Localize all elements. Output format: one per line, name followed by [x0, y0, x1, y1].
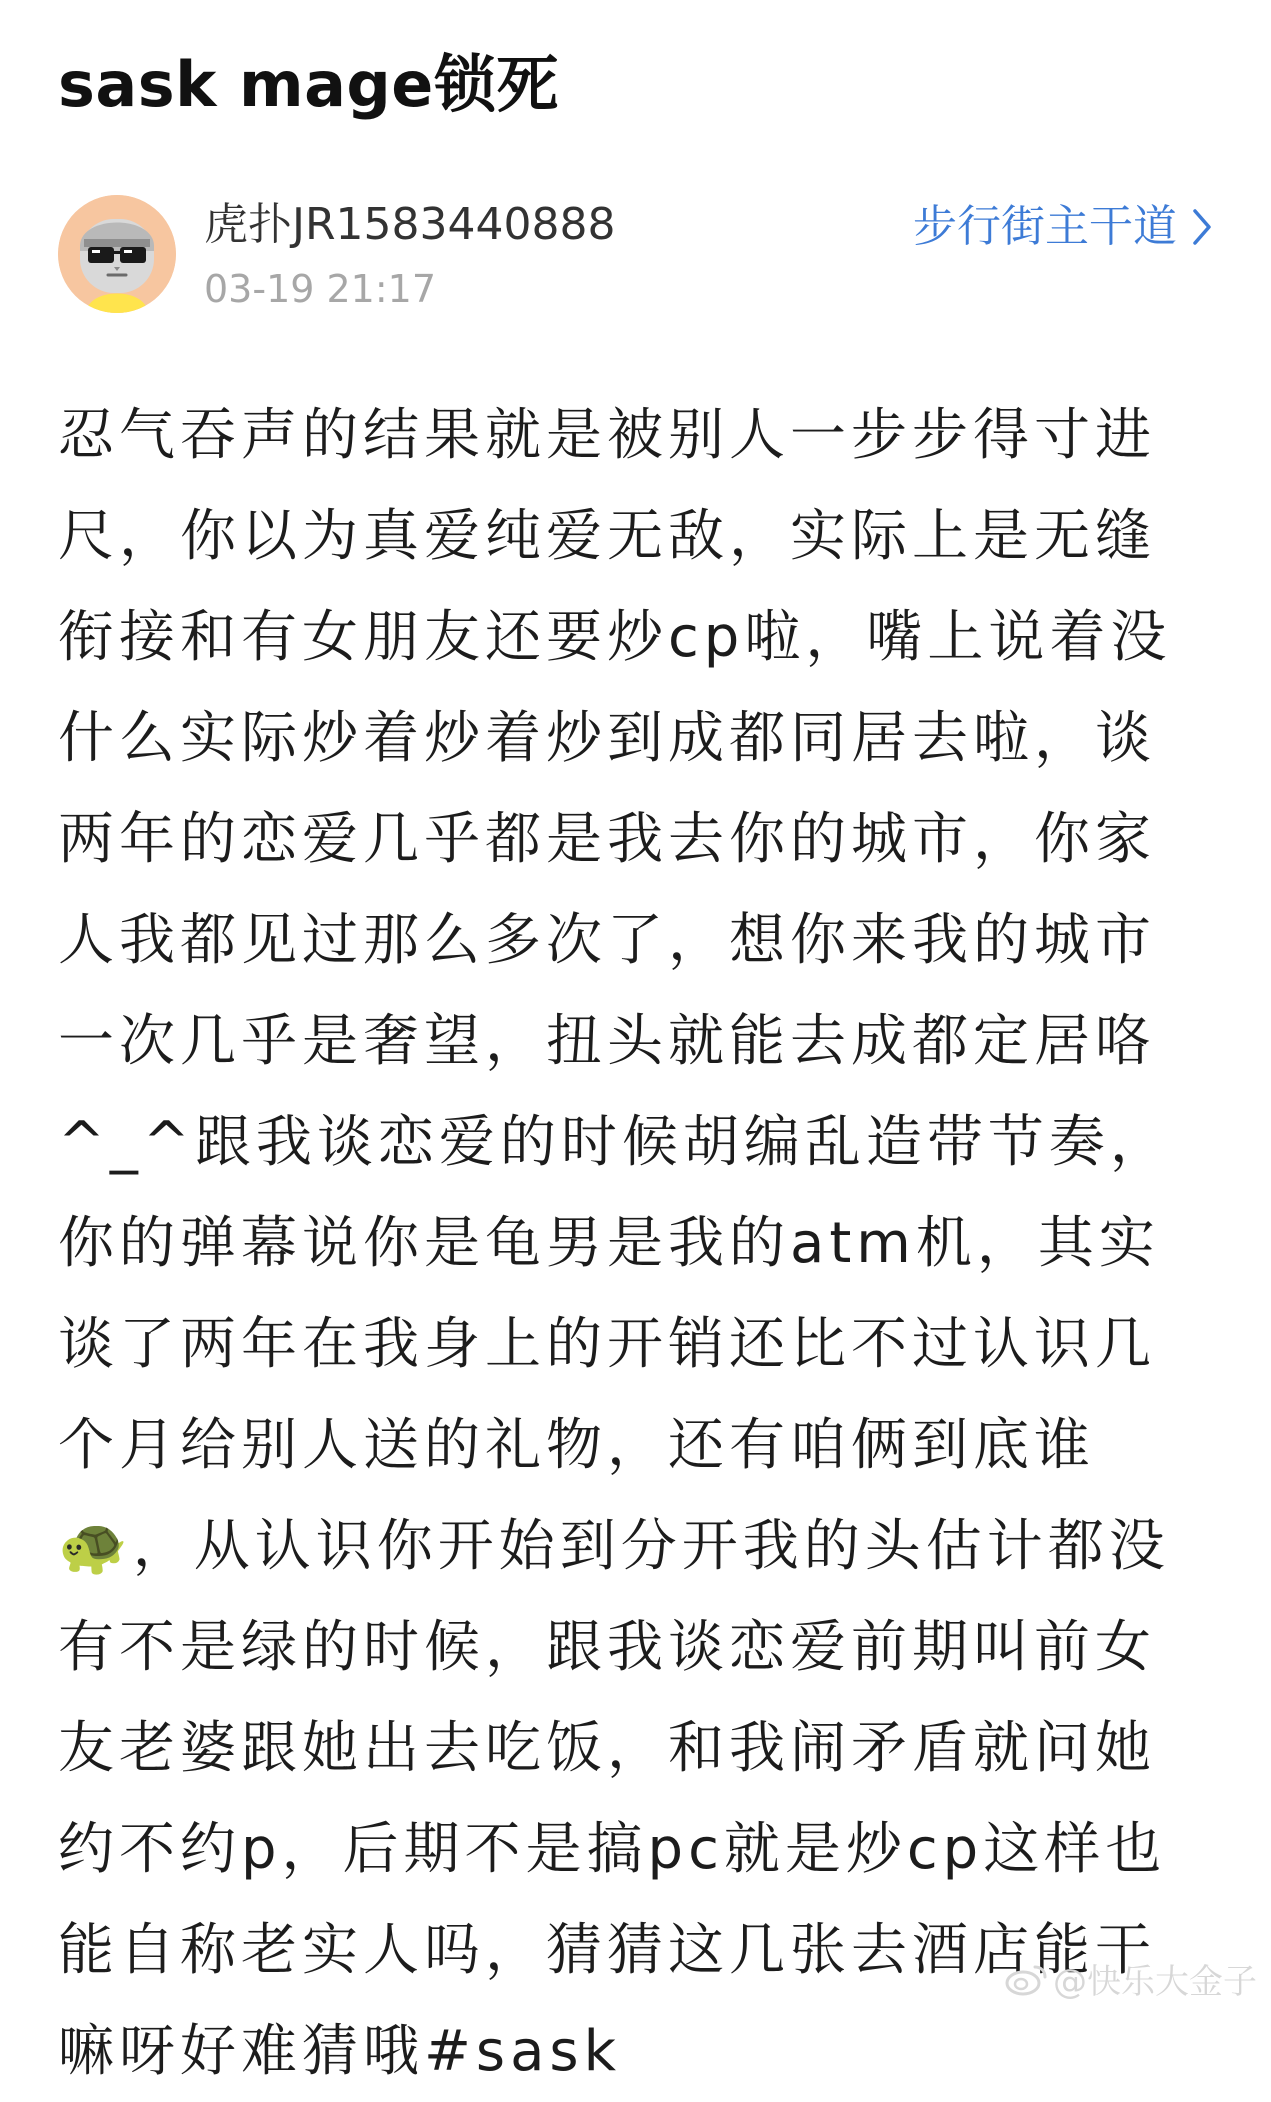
author-row: [58, 195, 1213, 315]
weibo-logo-icon: [1005, 1961, 1047, 1997]
chevron-right-icon: [1191, 207, 1213, 247]
author-meta: [204, 195, 616, 313]
forum-link[interactable]: [913, 197, 1213, 257]
post-title: sask mage锁死: [58, 48, 559, 121]
avatar-sunglasses-icon: [58, 195, 176, 313]
author-name[interactable]: 虎扑JR1583440888: [204, 199, 616, 250]
watermark-text: @快乐大金子: [1053, 1962, 1257, 2002]
forum-label: 步行街主干道: [913, 201, 1177, 252]
post-body-text-part2: ，从认识你开始到分开我的头估计都没有不是绿的时候，跟我谈恋爱前期叫前女友老婆跟她出去吃饭，和我闹矛盾就问她约不约p，后期不是搞pc就是炒cp这样也能自称老实人吗，猜猜这几张去酒店能干嘛呀好难猜哦#sask: [58, 1514, 1170, 2084]
post-timestamp: 03-19 21:17: [204, 267, 437, 311]
post-body-text-part1: 忍气吞声的结果就是被别人一步步得寸进尺，你以为真爱纯爱无敌，实际上是无缝衔接和有女朋友还要炒cp啦，嘴上说着没什么实际炒着炒着炒到成都同居去啦，谈两年的恋爱几乎都是我去你的城市，你家人我都见过那么多次了，想你来我的城市一次几乎是奢望，扭头就能去成都定居咯^_^跟我谈恋爱的时候胡编乱造带节奏，你的弹幕说你是龟男是我的atm机，其实谈了两年在我身上的开销还比不过认识几个月给别人送的礼物，还有咱俩到底谁: [58, 403, 1172, 1478]
avatar[interactable]: [58, 195, 176, 313]
watermark: [1005, 1954, 1257, 2003]
post-body: [58, 385, 1213, 2102]
turtle-emoji-icon: 🐢: [58, 1514, 133, 1579]
